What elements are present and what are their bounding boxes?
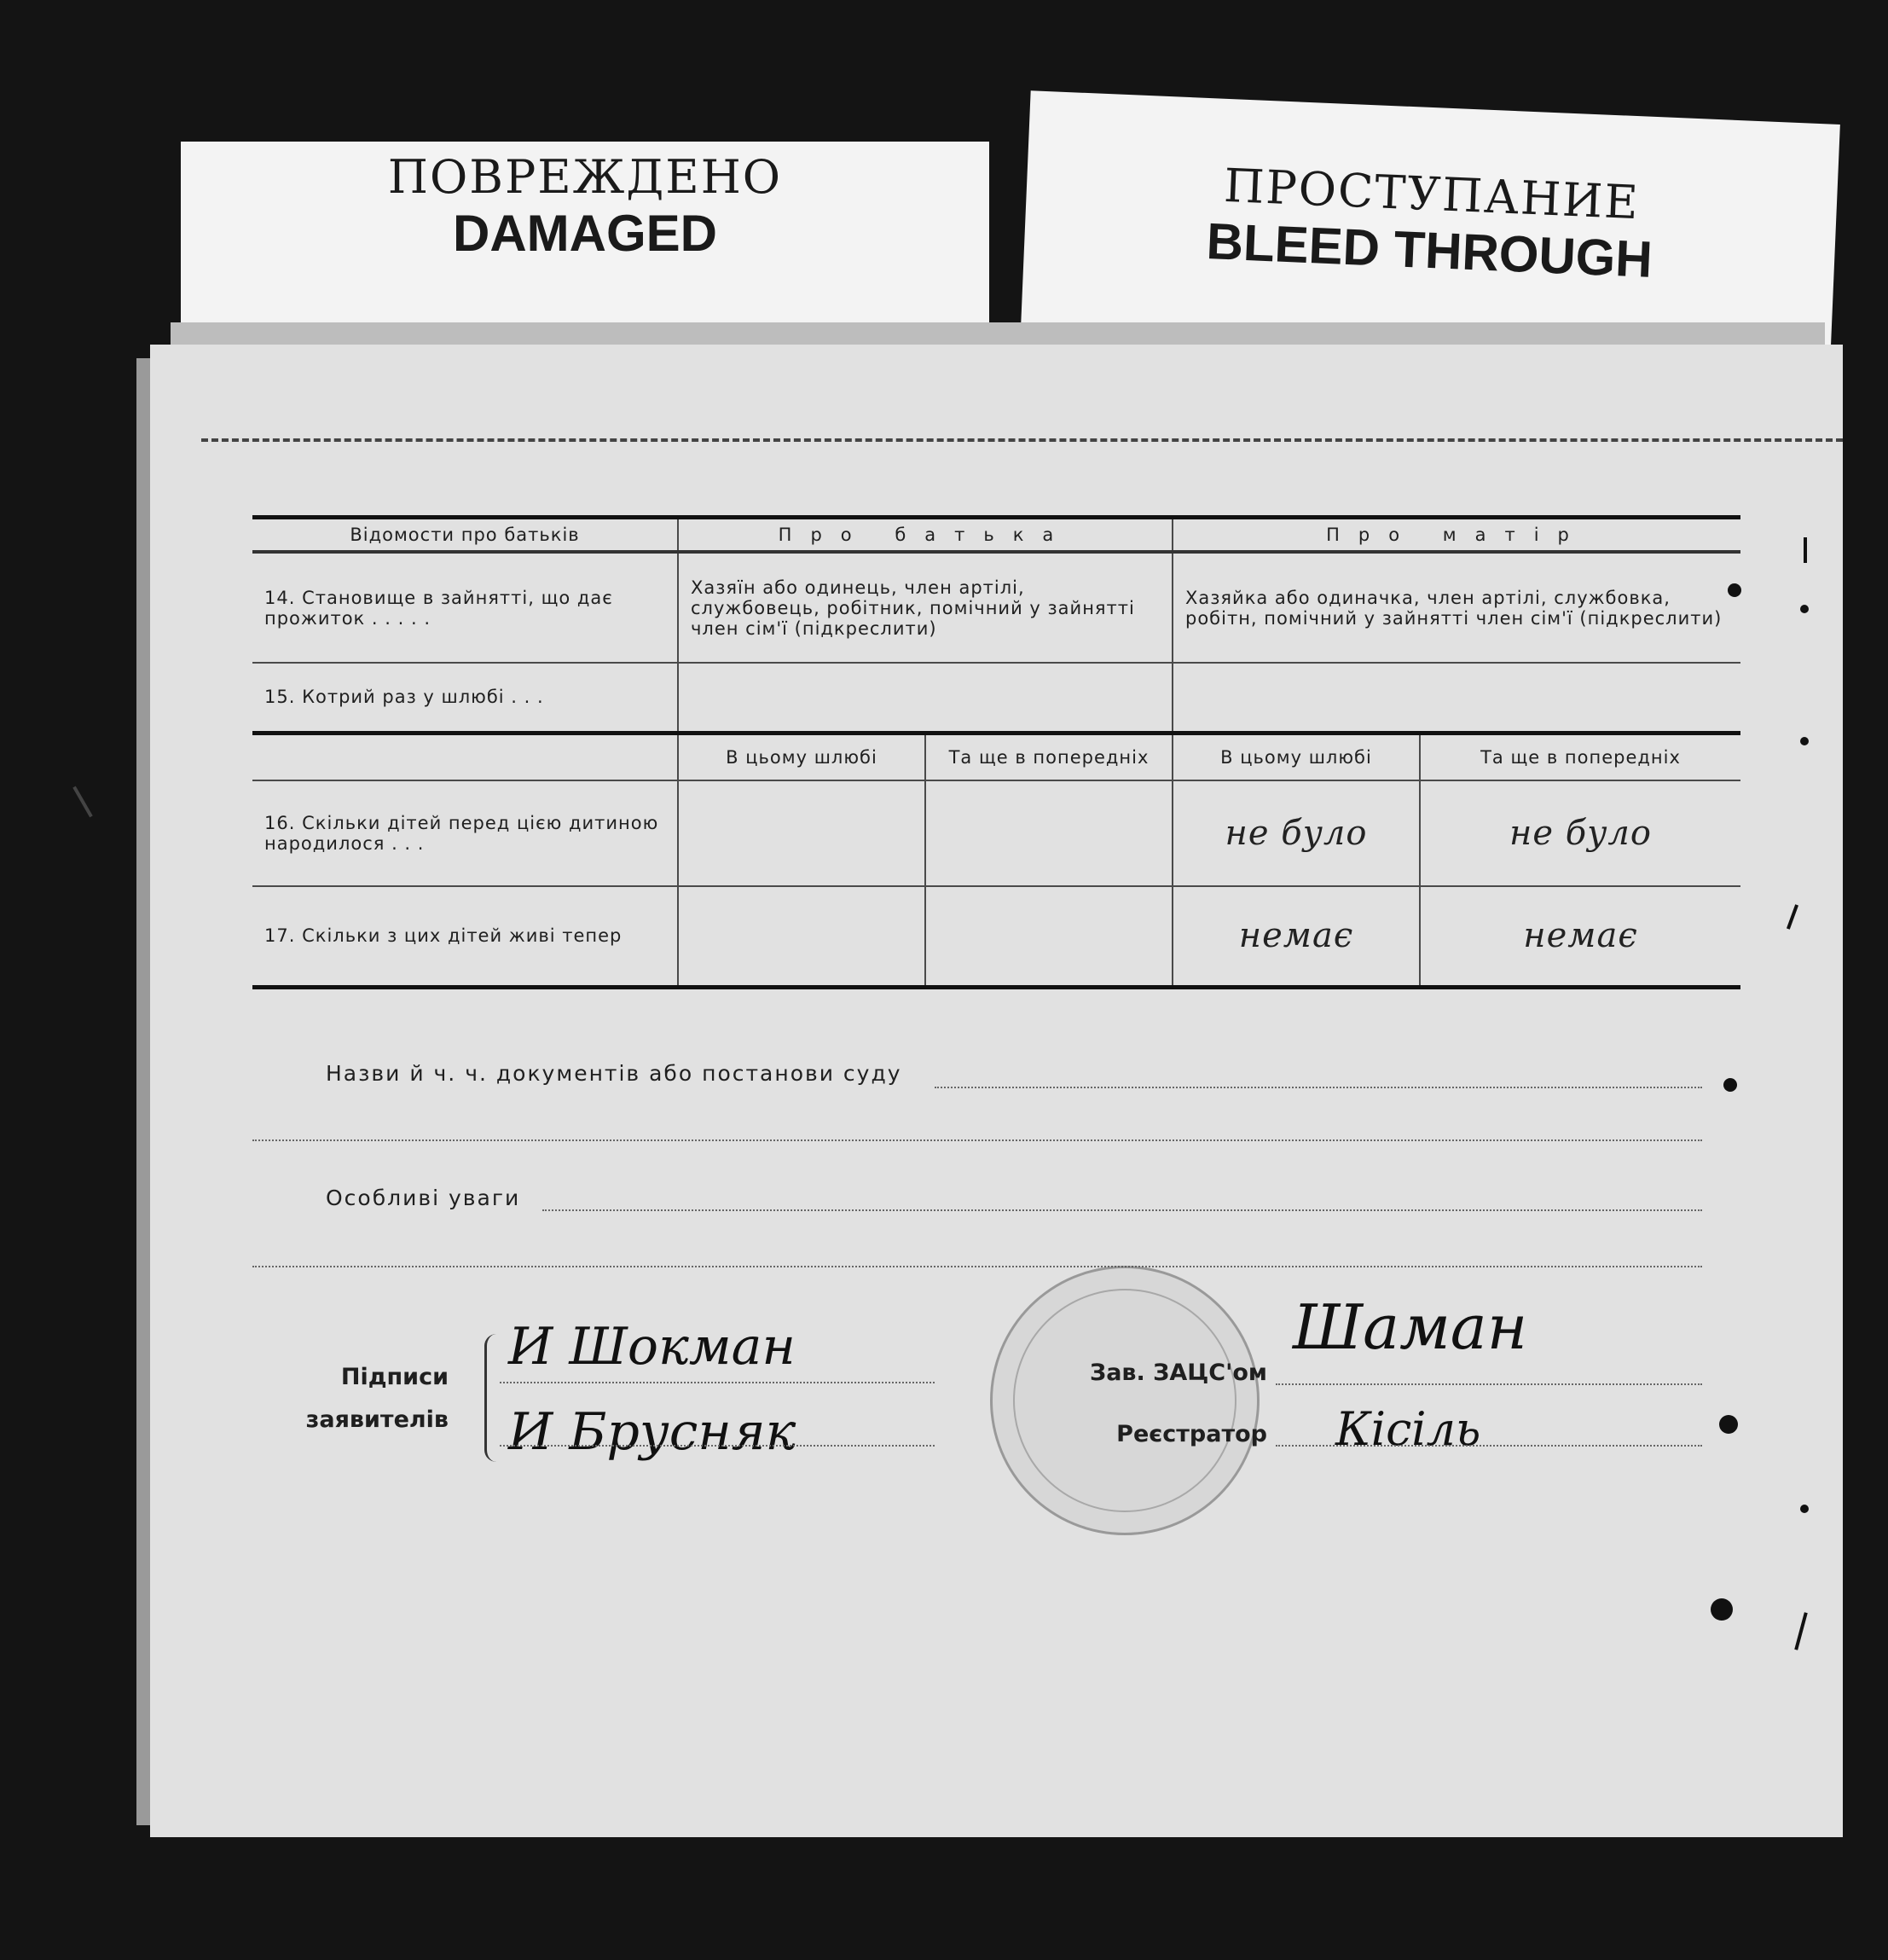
punch-hole	[1719, 1415, 1738, 1434]
punch-hole	[1711, 1598, 1733, 1621]
bleed-through-tag-ru: ПРОСТУПАНИЕ	[1223, 158, 1641, 230]
record-page	[150, 345, 1843, 1837]
row17-num: 17.	[264, 925, 296, 947]
header-mother: Про матір	[1173, 518, 1740, 553]
row17-father-this	[678, 886, 925, 987]
subheader-empty	[252, 733, 678, 780]
registrar-signature: Кісіль	[1335, 1402, 1481, 1456]
remarks-label: Особливі уваги	[326, 1186, 521, 1210]
edge-mark	[1804, 537, 1807, 563]
applicant-1-line	[500, 1382, 935, 1383]
punch-hole	[1800, 737, 1809, 745]
row14-text: Становище в зайнятті, що дає прожиток . . . . .	[264, 587, 613, 629]
row16-father-prev	[925, 780, 1173, 886]
row17-father-prev	[925, 886, 1173, 987]
row14-label	[252, 552, 678, 663]
row15-mother	[1173, 663, 1740, 733]
row16-text: Скільки дітей перед цією дитиною народилося . . .	[264, 813, 659, 854]
header-parents: Відомости про батьків	[252, 518, 678, 553]
applicants-label-2: заявителів	[305, 1406, 449, 1433]
bleed-through-tag-en: BLEED THROUGH	[1205, 212, 1654, 288]
applicant-2-line	[500, 1445, 935, 1447]
registrar-line	[1276, 1445, 1702, 1447]
row17-mother-prev: немає	[1420, 886, 1740, 987]
remarks-line-2	[252, 1266, 1702, 1267]
row16-num: 16.	[264, 813, 296, 833]
subheader-mother-prev: Та ще в попередніх	[1420, 733, 1740, 780]
row16-father-this	[678, 780, 925, 886]
documents-line	[935, 1087, 1702, 1088]
punch-hole	[1800, 1505, 1809, 1513]
head-signature: Шаман	[1293, 1291, 1528, 1363]
parents-table	[252, 515, 1740, 989]
edge-mark	[72, 786, 92, 818]
head-label: Зав. ЗАЦС'ом	[1090, 1360, 1267, 1386]
row16-mother-this: не було	[1173, 780, 1420, 886]
row16-mother-prev: не було	[1420, 780, 1740, 886]
official-seal	[990, 1266, 1260, 1535]
row17-text: Скільки з цих дітей живі тепер	[302, 925, 623, 947]
applicants-label-1: Підписи	[340, 1364, 449, 1390]
applicants-bracket	[484, 1334, 499, 1462]
row14-father: Хазяїн або одинець, член артілі, службовець, робітник, помічний у зайнятті член сім'ї (підкреслити)	[678, 552, 1173, 663]
subheader-father-this: В цьому шлюбі	[678, 733, 925, 780]
subheader-mother-this: В цьому шлюбі	[1173, 733, 1420, 780]
remarks-line	[542, 1209, 1702, 1211]
header-father: Про батька	[678, 518, 1173, 553]
row14-num: 14.	[264, 587, 296, 608]
punch-hole	[1728, 583, 1741, 597]
punch-hole	[1723, 1078, 1737, 1092]
documents-label: Назви й ч. ч. документів або постанови суду	[326, 1061, 902, 1086]
damaged-tag-en: DAMAGED	[453, 205, 717, 262]
row17-label	[252, 886, 678, 987]
row15-father	[678, 663, 1173, 733]
row15-label	[252, 663, 678, 733]
documents-line-2	[252, 1139, 1702, 1141]
registrar-label: Реєстратор	[1116, 1421, 1267, 1447]
applicant-1-signature: И Шокман	[508, 1317, 796, 1377]
row15-text: Котрий раз у шлюбі . . .	[302, 687, 544, 708]
perforation-line	[201, 438, 1843, 442]
row16-label	[252, 780, 678, 886]
subheader-father-prev: Та ще в попередніх	[925, 733, 1173, 780]
damaged-tag-ru: ПОВРЕЖДЕНО	[387, 150, 783, 204]
punch-hole	[1800, 605, 1809, 613]
head-line	[1276, 1383, 1702, 1385]
applicant-2-signature: И Брусняк	[508, 1402, 796, 1462]
row14-mother: Хазяйка або одиначка, член артілі, службовка, робітн, помічний у зайнятті член сім'ї (підкреслити)	[1173, 552, 1740, 663]
row15-num: 15.	[264, 687, 296, 708]
row17-mother-this: немає	[1173, 886, 1420, 987]
